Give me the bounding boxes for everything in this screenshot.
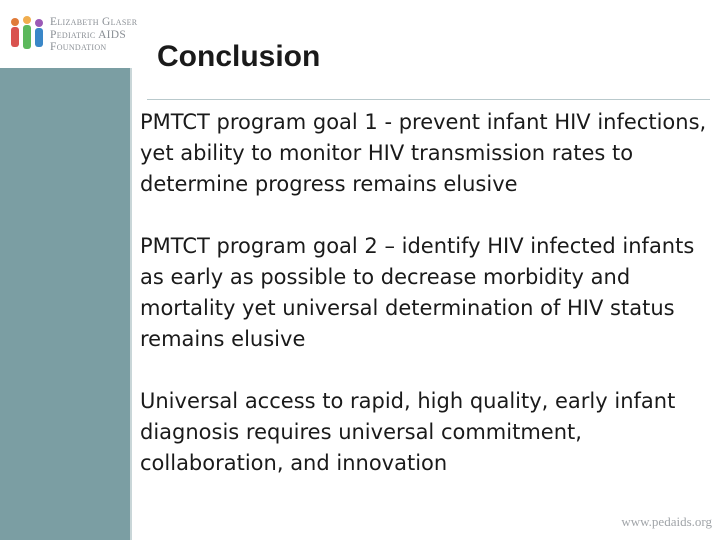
logo-line-3: Foundation bbox=[50, 41, 107, 53]
bullet-goal-1: PMTCT program goal 1 - prevent infant HIV infections, yet ability to monitor HIV transmission rates to determine progress remains elusive bbox=[140, 110, 707, 196]
logo-text bbox=[50, 16, 137, 54]
slide-title: Conclusion bbox=[157, 40, 321, 73]
logo bbox=[0, 0, 138, 66]
bullet-universal-access: Universal access to rapid, high quality, early infant diagnosis requires universal commitment, collaboration, and innovation bbox=[140, 389, 676, 475]
slide-body bbox=[140, 107, 712, 510]
logo-line-1: Elizabeth Glaser bbox=[50, 16, 138, 28]
logo-line-2: Pediatric AIDS bbox=[50, 28, 127, 41]
children-figures-icon bbox=[6, 14, 48, 56]
footer-url: www.pedaids.org bbox=[621, 514, 712, 529]
sidebar-band bbox=[0, 68, 132, 540]
title-divider bbox=[147, 99, 710, 100]
bullet-goal-2: PMTCT program goal 2 – identify HIV infected infants as early as possible to decrease morbidity and mortality yet universal determination of HIV status remains elusive bbox=[140, 234, 695, 351]
